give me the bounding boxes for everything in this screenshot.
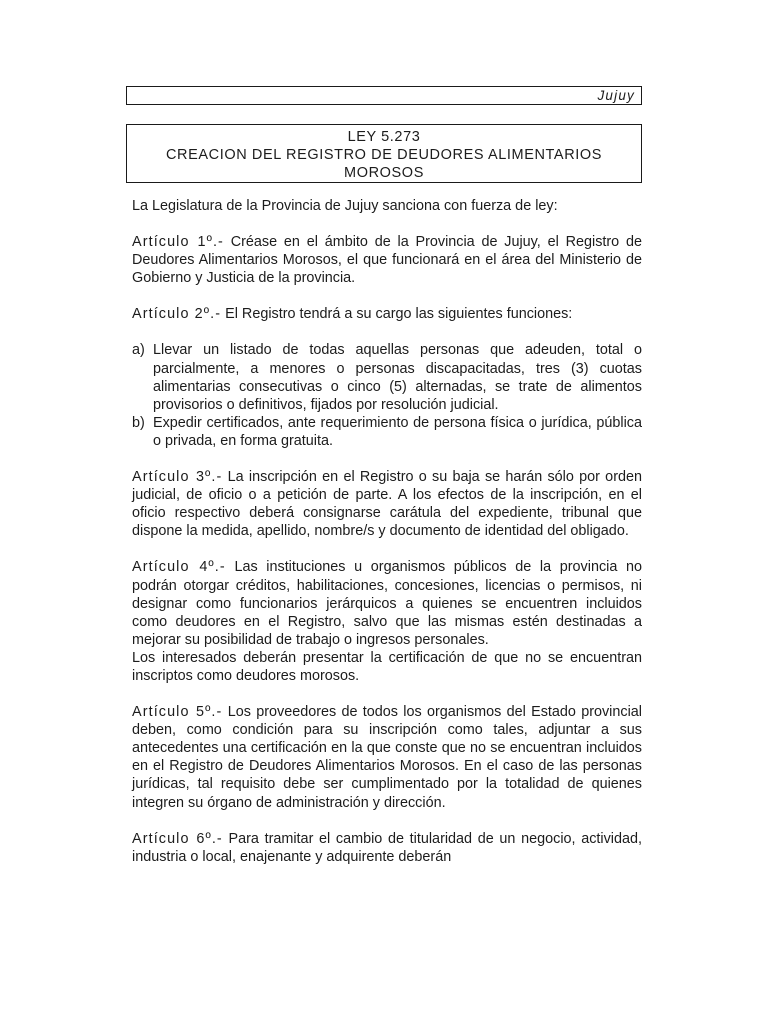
list-item: [132, 341, 642, 413]
province-name: Jujuy: [597, 88, 635, 103]
article-text: Créase en el ámbito de la Provincia de Jujuy, el Registro de Deudores Alimentarios Morosos, el que funcionará en el área del Ministerio de Gobierno y Justicia de la provincia.: [132, 234, 642, 287]
article-label: Artículo 1º.-: [132, 234, 224, 251]
article-2: [132, 305, 642, 323]
article-6: [132, 830, 642, 866]
article-label: Artículo 5º.-: [132, 704, 223, 721]
article-extra-text: Los interesados deberán presentar la certificación de que no se encuentran inscriptos como deudores morosos.: [132, 649, 642, 684]
article-label: Artículo 6º.-: [132, 830, 223, 847]
article-5: [132, 703, 642, 812]
article-text: La inscripción en el Registro o su baja se harán sólo por orden judicial, de oficio o a petición de parte. A los efectos de la inscripción, en el oficio respectivo deberá consignarse carátula del expediente, tribunal que dispone la medida, apellido, nombre/s y documento de identidad del obligado.: [132, 469, 642, 540]
article-text: Los proveedores de todos los organismos del Estado provincial deben, como condición para su inscripción como tales, adjuntar a sus antecedentes una certificación en la que conste que no se encuentran incluidos en el Registro de Deudores Alimentarios Morosos. En el caso de las personas jurídicas, tal requisito debe ser cumplimentado por la totalidad de quienes integren su órgano de administración y dirección.: [132, 704, 642, 811]
article-2-functions-list: [132, 341, 642, 450]
list-marker: a): [132, 342, 145, 359]
article-1: [132, 233, 642, 287]
article-3: [132, 468, 642, 540]
article-text: Las instituciones u organismos públicos de la provincia no podrán otorgar créditos, habilitaciones, concesiones, licencias o permisos, ni designar como funcionarios jerárquicos a quienes se encuentren incluidos como deudores en el Registro, salvo que las mismas estén destinadas a mejorar su posibilidad de trabajo o ingresos personales.: [132, 559, 643, 648]
province-header: [126, 86, 642, 105]
article-label: Artículo 4º.-: [132, 559, 226, 576]
document-page: [126, 86, 642, 884]
article-4: [132, 558, 642, 685]
law-title-line-1: CREACION DEL REGISTRO DE DEUDORES ALIMENTARIOS: [165, 147, 603, 163]
intro-paragraph: La Legislatura de la Provincia de Jujuy sanciona con fuerza de ley:: [132, 198, 558, 214]
law-body: [126, 197, 642, 866]
list-item: [132, 414, 642, 450]
law-number: LEY 5.273: [347, 129, 421, 145]
article-label: Artículo 2º.-: [132, 306, 222, 323]
article-label: Artículo 3º.-: [132, 469, 223, 486]
law-title-box: [126, 124, 642, 183]
article-text: El Registro tendrá a su cargo las siguientes funciones:: [221, 306, 573, 323]
list-marker: b): [132, 414, 145, 431]
list-item-text: Expedir certificados, ante requerimiento de persona física o jurídica, pública o privada, en forma gratuita.: [153, 414, 642, 449]
law-title-line-2: MOROSOS: [344, 165, 424, 181]
list-item-text: Llevar un listado de todas aquellas personas que adeuden, total o parcialmente, a menores o personas discapacitadas, tres (3) cuotas alimentarias consecutivas o cinco (5) alternadas, se trate de alimentos provisorios o definitivos, fijados por resolución judicial.: [153, 342, 642, 413]
article-text: Para tramitar el cambio de titularidad de un negocio, actividad, industria o local, enajenante y adquirente deberán: [132, 830, 642, 865]
